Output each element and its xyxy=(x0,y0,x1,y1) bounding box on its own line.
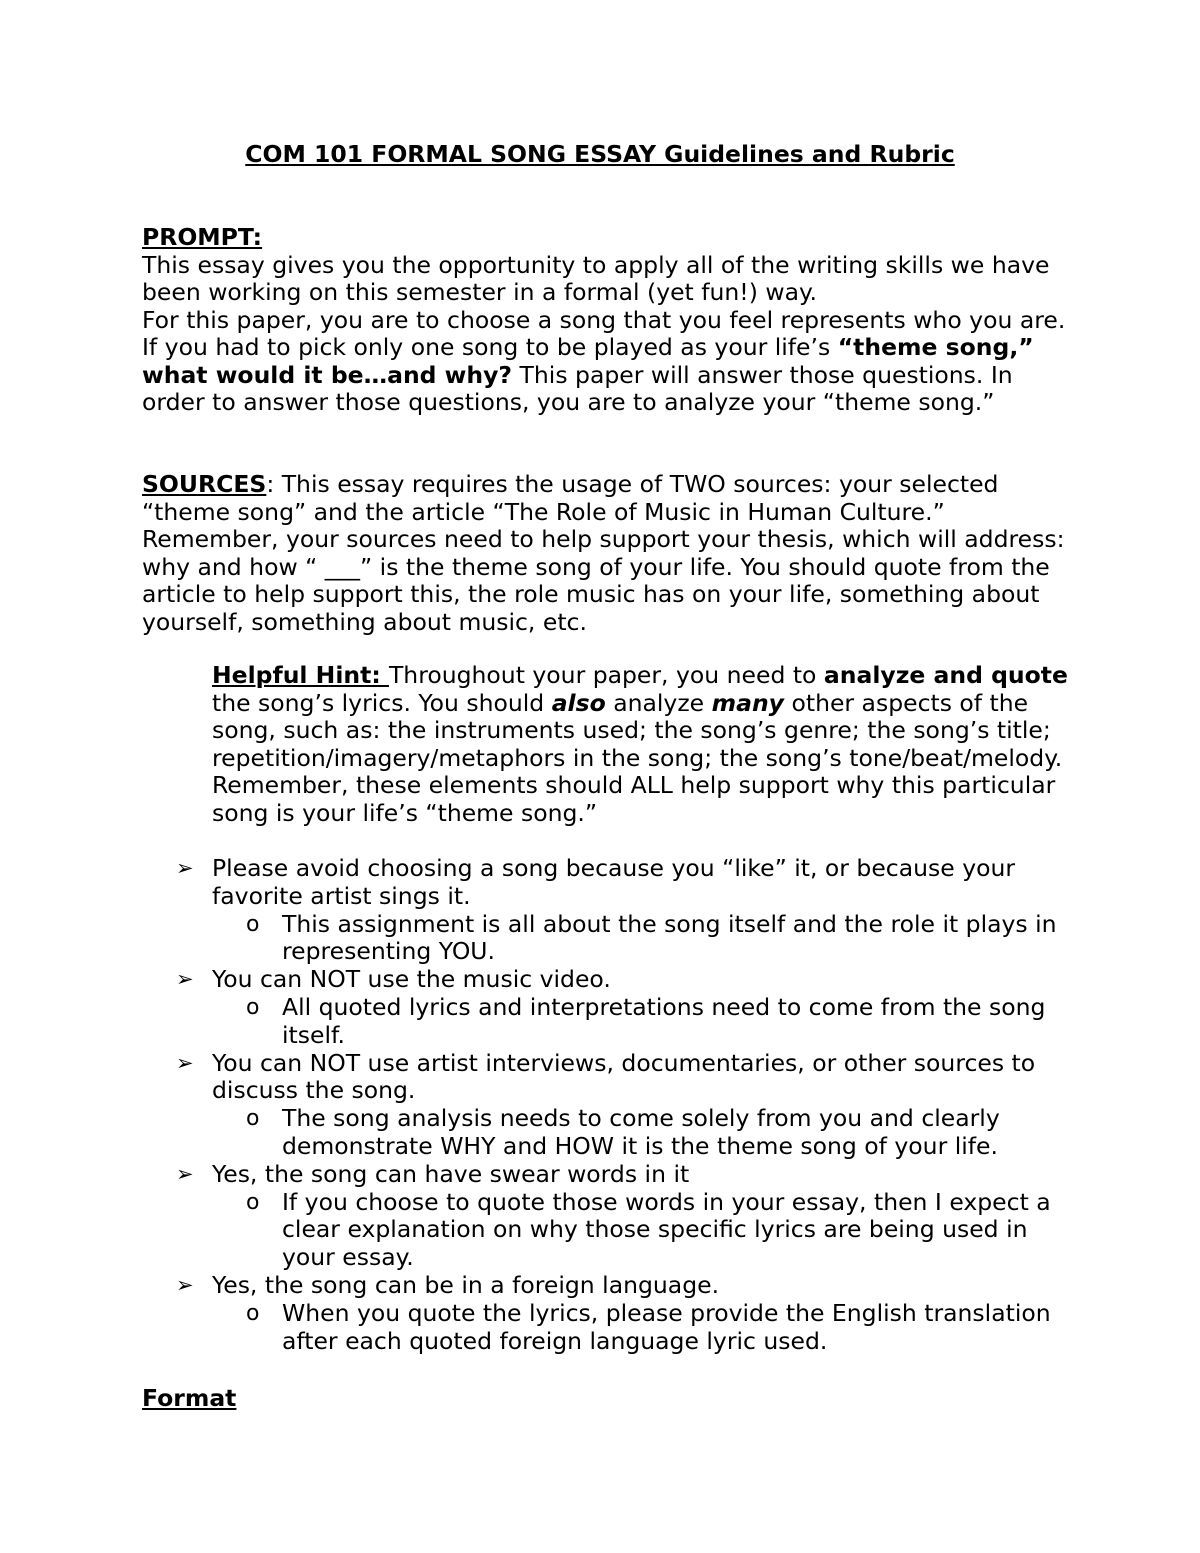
hint-text-2: the song’s lyrics. You should xyxy=(212,688,552,717)
sub-bullet-circle-icon: o xyxy=(246,1189,260,1215)
document-title: COM 101 FORMAL SONG ESSAY Guidelines and Rubric xyxy=(245,140,955,168)
bullet-text-line: Yes, the song can be in a foreign language. xyxy=(212,1271,720,1299)
hint-text-3: analyze xyxy=(605,688,712,717)
helpful-hint xyxy=(212,662,1072,827)
sub-bullet-text-line: clear explanation on why those specific lyrics are being used in xyxy=(282,1215,1028,1244)
prompt-paragraph-2b: This paper will answer those questions. In order to answer those questions, you are to analyze your “theme song.” xyxy=(142,360,1013,416)
prompt-section xyxy=(142,224,1072,417)
bullet-text-line: discuss the song. xyxy=(212,1076,416,1105)
hint-heading: Helpful Hint: xyxy=(212,661,389,689)
sub-bullet-circle-icon: o xyxy=(246,1300,260,1326)
sources-section xyxy=(142,471,1072,636)
sub-bullet-text-line: itself. xyxy=(282,1020,346,1049)
sub-bullet-text-line: This assignment is all about the song itself and the role it plays in xyxy=(282,909,1057,938)
sub-bullet-text-line: All quoted lyrics and interpretations need to come from the song xyxy=(282,993,1046,1021)
sub-bullet-circle-icon: o xyxy=(246,911,260,937)
sub-bullet-text-line: If you choose to quote those words in your essay, then I expect a xyxy=(282,1187,1051,1216)
prompt-paragraph-1: This essay gives you the opportunity to apply all of the writing skills we have been working on this semester in a formal (yet fun!) way. xyxy=(142,250,1050,306)
bullet-text-line: favorite artist sings it. xyxy=(212,881,471,910)
hint-emphasis-many: many xyxy=(711,688,785,717)
prompt-paragraph-2-bold: “theme song,” what would it be…and why? xyxy=(142,333,1034,389)
hint-emphasis-also: also xyxy=(551,688,606,717)
sub-bullet-text-line: your essay. xyxy=(282,1243,414,1272)
sources-heading: SOURCES xyxy=(142,470,267,498)
bullet-arrow-icon: ➢ xyxy=(176,856,194,880)
bullet-arrow-icon: ➢ xyxy=(176,967,194,992)
bullet-arrow-icon: ➢ xyxy=(176,1273,194,1297)
hint-bold-1: analyze and quote xyxy=(823,661,1068,689)
hint-text-4: other aspects of the song, such as: the instruments used; the song’s genre; the song’s title; repetition/imagery/metaphors in the song; the song’s tone/beat/melody. Remember, these elements should ALL help support why this particular song is your life’s “theme song.” xyxy=(212,688,1063,827)
bullet-arrow-icon: ➢ xyxy=(176,1050,194,1075)
hint-text-1: Throughout your paper, you need to xyxy=(388,661,824,689)
bullet-text-line: You can NOT use the music video. xyxy=(212,965,611,994)
bullet-text-line: Yes, the song can have swear words in it xyxy=(212,1159,690,1188)
sub-bullet-text-line: The song analysis needs to come solely from you and clearly xyxy=(282,1104,1000,1133)
sub-bullet-text-line: When you quote the lyrics, please provide the English translation xyxy=(282,1298,1051,1327)
prompt-paragraph-2a: For this paper, you are to choose a song that you feel represents who you are. If you had to pick only one song to be played as your life’s xyxy=(142,305,1066,361)
sub-bullet-text-line: representing YOU. xyxy=(282,937,495,966)
sources-text: : This essay requires the usage of TWO sources: your selected “theme song” and the article “The Role of Music in Human Culture.” Remember, your sources need to help support your thesis, which will address: why and how “ ___” is the theme song of your life. You should quote from the article to help support this, the role music has on your life, something about yourself, something about music, etc. xyxy=(142,470,1065,636)
format-heading: Format xyxy=(142,1384,237,1412)
bullet-text-line: Please avoid choosing a song because you “like” it, or because your xyxy=(212,854,1016,882)
bullet-text-line: You can NOT use artist interviews, documentaries, or other sources to xyxy=(212,1048,1036,1077)
bullet-arrow-icon: ➢ xyxy=(176,1161,194,1186)
sub-bullet-circle-icon: o xyxy=(246,1106,260,1132)
sub-bullet-text-line: demonstrate WHY and HOW it is the theme song of your life. xyxy=(282,1132,998,1160)
sub-bullet-circle-icon: o xyxy=(246,995,260,1020)
sub-bullet-text-line: after each quoted foreign language lyric used. xyxy=(282,1326,828,1355)
prompt-heading: PROMPT: xyxy=(142,223,263,251)
